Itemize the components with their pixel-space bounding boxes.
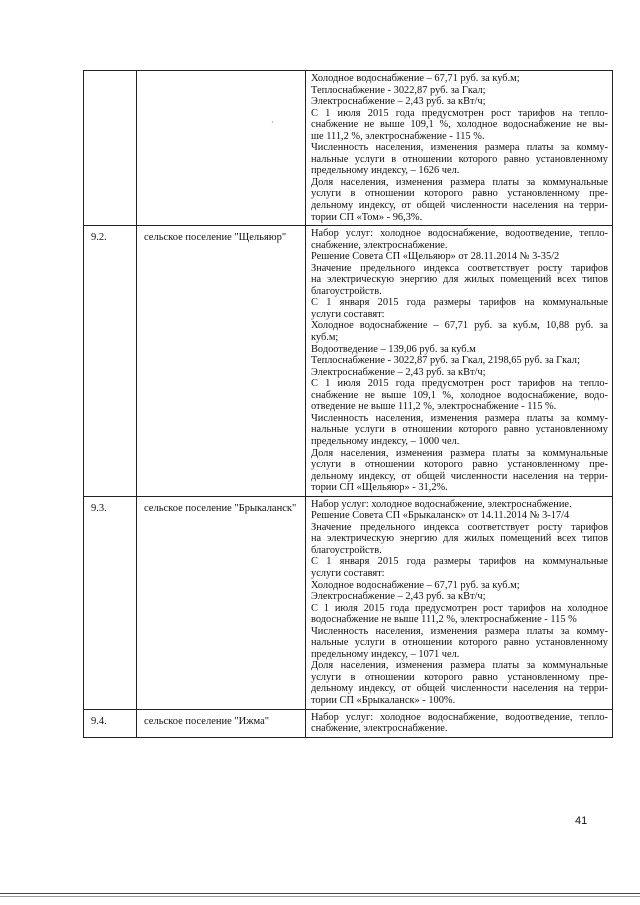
table-row <box>84 496 613 709</box>
row-number: 9.4. <box>91 715 107 727</box>
description-line: услуги составят: <box>311 308 385 320</box>
row-number: 9.3. <box>91 502 107 514</box>
settlement-name-cell <box>137 709 306 737</box>
description-text <box>306 710 612 737</box>
description-line: Теплоснабжение - 3022,87 руб. за Гкал, 2198,65 руб. за Гкал; <box>311 355 580 367</box>
description-line: Холодное водоснабжение – 67,71 руб. за куб.м; <box>311 579 520 591</box>
scan-edge-line <box>0 893 640 894</box>
scan-edge-line-secondary <box>0 896 640 897</box>
description-line: дельному индексу, от общей численности населения на терри- <box>311 470 608 482</box>
description-line: С 1 января 2015 года размеры тарифов на коммунальные <box>311 297 608 309</box>
settlement-name <box>137 71 305 78</box>
settlement-name-cell <box>137 496 306 709</box>
description-line: водоснабжение не выше 111,2 %, электроснабжение - 115 % <box>311 614 577 626</box>
description-text <box>306 497 612 709</box>
description-line: С 1 июля 2015 года предусмотрен рост тарифов на тепло- <box>311 107 608 119</box>
table-row <box>84 71 613 226</box>
description-line: благоустройств. <box>311 285 382 297</box>
description-line: снабжение не выше 109,1 %, холодное водоснабжение, водо- <box>311 389 608 401</box>
description-line: С 1 января 2015 года размеры тарифов на коммунальные <box>311 556 608 568</box>
description-line: Водоотведение – 139,06 руб. за куб.м <box>311 343 476 355</box>
description-line: Электроснабжение – 2,43 руб. за кВт/ч; <box>311 96 486 108</box>
description-line: ше 111,2 %, электроснабжение - 115 %. <box>311 130 485 142</box>
description-line: на электрическую энергию для жилых помещений всех типов <box>311 533 608 545</box>
description-line: услуги в отношении которого равно установленному пре- <box>311 671 608 683</box>
description-line: дельному индексу, от общей численности населения на терри- <box>311 200 608 212</box>
description-line: куб.м; <box>311 332 339 344</box>
description-line: Численность населения, изменения размера платы за комму- <box>311 142 608 154</box>
description-line: Решение Совета СП «Брыкаланск» от 14.11.2014 № 3-17/4 <box>311 510 570 522</box>
description-line: С 1 июля 2015 года предусмотрен рост тарифов на тепло- <box>311 378 608 390</box>
description-line: С 1 июля 2015 года предусмотрен рост тарифов на холодное <box>311 602 608 614</box>
description-line: снабжение, электроснабжение. <box>311 723 448 735</box>
description-line: благоустройств. <box>311 544 382 556</box>
description-line: Значение предельного индекса соответствует росту тарифов <box>311 262 608 274</box>
description-line: на электрическую энергию для жилых помещений всех типов <box>311 274 608 286</box>
description-line: отведение не выше 111,2 %, электроснабжение - 115 %. <box>311 401 557 413</box>
description-line: Холодное водоснабжение – 67,71 руб. за куб.м, 10,88 руб. за <box>311 320 608 332</box>
table-row <box>84 709 613 737</box>
description-line: Доля населения, изменения размера платы за коммунальные <box>311 447 608 459</box>
description-cell <box>306 71 613 226</box>
description-line: предельному индексу, – 1071 чел. <box>311 648 460 660</box>
description-line: нальные услуги в отношении которого равно установленному <box>311 153 608 165</box>
description-line: Численность населения, изменения размера платы за комму- <box>311 412 608 424</box>
description-line: Численность населения, изменения размера платы за комму- <box>311 625 608 637</box>
description-line: Набор услуг: холодное водоснабжение, электроснабжение. <box>311 498 572 510</box>
description-line: Набор услуг: холодное водоснабжение, водоотведение, тепло- <box>311 228 608 240</box>
description-line: Теплоснабжение - 3022,87 руб. за Гкал; <box>311 84 486 96</box>
description-cell <box>306 226 613 497</box>
description-line: Доля населения, изменения размера платы за коммунальные <box>311 176 608 188</box>
description-cell <box>306 709 613 737</box>
description-line: тории СП «Брыкаланск» - 100%. <box>311 694 456 706</box>
description-line: Решение Совета СП «Щельяюр» от 28.11.2014 № 3-35/2 <box>311 251 560 263</box>
settlement-name: сельское поселение "Брыкаланск" <box>144 502 297 514</box>
description-line: Доля населения, изменения размера платы за коммунальные <box>311 660 608 672</box>
row-number-cell <box>84 226 137 497</box>
description-line: Электроснабжение – 2,43 руб. за кВт/ч; <box>311 366 486 378</box>
description-line: Холодное водоснабжение – 67,71 руб. за куб.м; <box>311 73 520 84</box>
description-line: услуги в отношении которого равно установленному пре- <box>311 459 608 471</box>
description-line: тории СП «Щельяюр» - 31,2%. <box>311 482 448 494</box>
description-cell <box>306 496 613 709</box>
description-line: снабжение не выше 109,1 %, холодное водоснабжение не вы- <box>311 119 608 131</box>
description-text <box>306 226 612 496</box>
scan-mark: · <box>271 118 274 127</box>
description-line: тории СП «Том» - 96,3%. <box>311 211 423 223</box>
tariff-table <box>83 70 613 738</box>
description-line: нальные услуги в отношении которого равно установленному <box>311 424 608 436</box>
description-text <box>306 71 612 225</box>
table-row <box>84 226 613 497</box>
description-line: Электроснабжение – 2,43 руб. за кВт/ч; <box>311 591 486 603</box>
row-number-cell <box>84 71 137 226</box>
description-line: предельному индексу, – 1626 чел. <box>311 165 460 177</box>
settlement-name: сельское поселение "Щельяюр" <box>144 232 287 244</box>
description-line: предельному индексу, – 1000 чел. <box>311 435 460 447</box>
description-line: Набор услуг: холодное водоснабжение, водоотведение, тепло- <box>311 711 608 723</box>
row-number: 9.2. <box>91 232 107 244</box>
row-number-cell <box>84 709 137 737</box>
description-line: снабжение, электроснабжение. <box>311 239 448 251</box>
description-line: услуги составят: <box>311 567 385 579</box>
description-line: услуги в отношении которого равно установленному пре- <box>311 188 608 200</box>
settlement-name: сельское поселение "Ижма" <box>144 715 270 727</box>
row-number-cell <box>84 496 137 709</box>
settlement-name-cell <box>137 226 306 497</box>
page-number: 41 <box>575 815 588 827</box>
settlement-name-cell <box>137 71 306 226</box>
description-line: нальные услуги в отношении которого равно установленному <box>311 637 608 649</box>
row-number <box>84 71 136 78</box>
description-line: дельному индексу, от общей численности населения на терри- <box>311 683 608 695</box>
description-line: Значение предельного индекса соответствует росту тарифов <box>311 521 608 533</box>
